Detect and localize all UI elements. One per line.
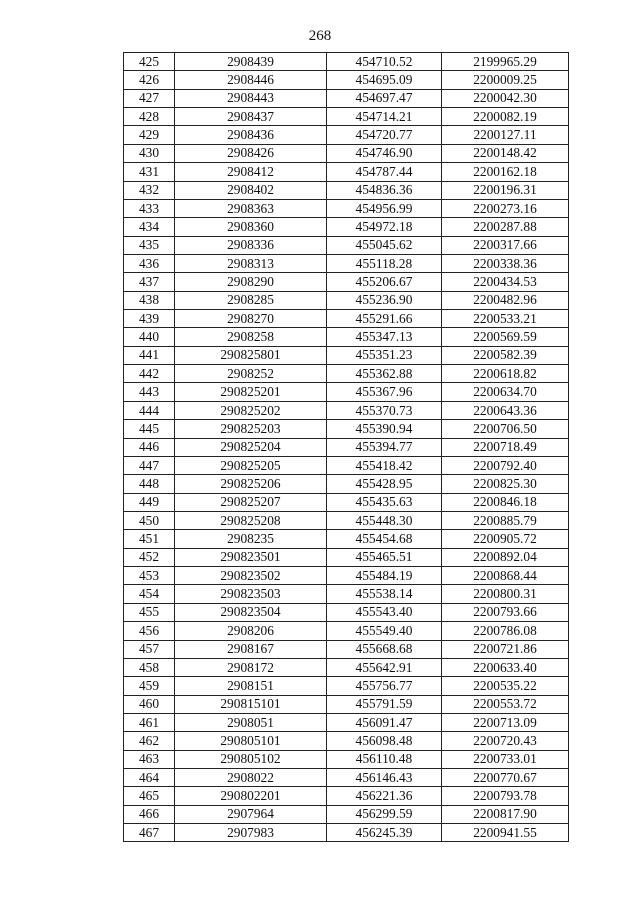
x-coordinate-cell: 455390.94 bbox=[327, 420, 442, 438]
table-row bbox=[124, 346, 569, 364]
point-id-cell: 2908206 bbox=[175, 622, 327, 640]
point-number-cell: 461 bbox=[124, 713, 175, 731]
y-coordinate-cell: 2200706.50 bbox=[442, 420, 569, 438]
x-coordinate-cell: 455045.62 bbox=[327, 236, 442, 254]
y-coordinate-cell: 2200042.30 bbox=[442, 89, 569, 107]
x-coordinate-cell: 455448.30 bbox=[327, 511, 442, 529]
table-row bbox=[124, 732, 569, 750]
x-coordinate-cell: 455538.14 bbox=[327, 585, 442, 603]
y-coordinate-cell: 2199965.29 bbox=[442, 53, 569, 71]
point-number-cell: 431 bbox=[124, 163, 175, 181]
point-number-cell: 432 bbox=[124, 181, 175, 199]
point-id-cell: 290823501 bbox=[175, 548, 327, 566]
point-id-cell: 2908439 bbox=[175, 53, 327, 71]
point-number-cell: 434 bbox=[124, 218, 175, 236]
y-coordinate-cell: 2200634.70 bbox=[442, 383, 569, 401]
y-coordinate-cell: 2200127.11 bbox=[442, 126, 569, 144]
x-coordinate-cell: 456098.48 bbox=[327, 732, 442, 750]
x-coordinate-cell: 454720.77 bbox=[327, 126, 442, 144]
x-coordinate-cell: 454695.09 bbox=[327, 71, 442, 89]
point-id-cell: 290805101 bbox=[175, 732, 327, 750]
point-number-cell: 464 bbox=[124, 769, 175, 787]
table-row bbox=[124, 163, 569, 181]
table-row bbox=[124, 291, 569, 309]
x-coordinate-cell: 454746.90 bbox=[327, 144, 442, 162]
point-number-cell: 457 bbox=[124, 640, 175, 658]
point-id-cell: 2908167 bbox=[175, 640, 327, 658]
table-row bbox=[124, 493, 569, 511]
table-row bbox=[124, 310, 569, 328]
table-row bbox=[124, 236, 569, 254]
y-coordinate-cell: 2200643.36 bbox=[442, 401, 569, 419]
y-coordinate-cell: 2200338.36 bbox=[442, 254, 569, 272]
point-id-cell: 2907964 bbox=[175, 805, 327, 823]
x-coordinate-cell: 454956.99 bbox=[327, 199, 442, 217]
point-id-cell: 2908285 bbox=[175, 291, 327, 309]
point-id-cell: 2908446 bbox=[175, 71, 327, 89]
point-id-cell: 2908022 bbox=[175, 769, 327, 787]
table-row bbox=[124, 824, 569, 842]
point-id-cell: 290825204 bbox=[175, 438, 327, 456]
table-row bbox=[124, 53, 569, 71]
table-row bbox=[124, 530, 569, 548]
x-coordinate-cell: 456110.48 bbox=[327, 750, 442, 768]
point-number-cell: 443 bbox=[124, 383, 175, 401]
table-body bbox=[124, 53, 569, 842]
table-row bbox=[124, 71, 569, 89]
point-number-cell: 429 bbox=[124, 126, 175, 144]
y-coordinate-cell: 2200633.40 bbox=[442, 658, 569, 676]
table-row bbox=[124, 585, 569, 603]
table-row bbox=[124, 695, 569, 713]
table-row bbox=[124, 769, 569, 787]
point-number-cell: 465 bbox=[124, 787, 175, 805]
y-coordinate-cell: 2200196.31 bbox=[442, 181, 569, 199]
table-row bbox=[124, 567, 569, 585]
point-number-cell: 442 bbox=[124, 365, 175, 383]
y-coordinate-cell: 2200941.55 bbox=[442, 824, 569, 842]
table-row bbox=[124, 456, 569, 474]
y-coordinate-cell: 2200868.44 bbox=[442, 567, 569, 585]
y-coordinate-cell: 2200148.42 bbox=[442, 144, 569, 162]
x-coordinate-cell: 456245.39 bbox=[327, 824, 442, 842]
point-id-cell: 290825206 bbox=[175, 475, 327, 493]
point-id-cell: 290825801 bbox=[175, 346, 327, 364]
point-number-cell: 459 bbox=[124, 677, 175, 695]
table-row bbox=[124, 622, 569, 640]
point-id-cell: 2908270 bbox=[175, 310, 327, 328]
point-id-cell: 290825201 bbox=[175, 383, 327, 401]
y-coordinate-cell: 2200786.08 bbox=[442, 622, 569, 640]
point-number-cell: 428 bbox=[124, 108, 175, 126]
y-coordinate-cell: 2200553.72 bbox=[442, 695, 569, 713]
table-row bbox=[124, 401, 569, 419]
table-row bbox=[124, 603, 569, 621]
y-coordinate-cell: 2200770.67 bbox=[442, 769, 569, 787]
x-coordinate-cell: 455454.68 bbox=[327, 530, 442, 548]
table-row bbox=[124, 420, 569, 438]
point-id-cell: 2908258 bbox=[175, 328, 327, 346]
point-number-cell: 467 bbox=[124, 824, 175, 842]
y-coordinate-cell: 2200162.18 bbox=[442, 163, 569, 181]
y-coordinate-cell: 2200793.78 bbox=[442, 787, 569, 805]
y-coordinate-cell: 2200582.39 bbox=[442, 346, 569, 364]
x-coordinate-cell: 455367.96 bbox=[327, 383, 442, 401]
x-coordinate-cell: 454972.18 bbox=[327, 218, 442, 236]
point-id-cell: 2908360 bbox=[175, 218, 327, 236]
point-number-cell: 466 bbox=[124, 805, 175, 823]
table-row bbox=[124, 144, 569, 162]
point-id-cell: 2908426 bbox=[175, 144, 327, 162]
x-coordinate-cell: 455206.67 bbox=[327, 273, 442, 291]
point-number-cell: 430 bbox=[124, 144, 175, 162]
y-coordinate-cell: 2200825.30 bbox=[442, 475, 569, 493]
y-coordinate-cell: 2200569.59 bbox=[442, 328, 569, 346]
table-row bbox=[124, 108, 569, 126]
point-number-cell: 448 bbox=[124, 475, 175, 493]
x-coordinate-cell: 455236.90 bbox=[327, 291, 442, 309]
table-row bbox=[124, 254, 569, 272]
table-row bbox=[124, 383, 569, 401]
y-coordinate-cell: 2200535.22 bbox=[442, 677, 569, 695]
point-number-cell: 425 bbox=[124, 53, 175, 71]
y-coordinate-cell: 2200846.18 bbox=[442, 493, 569, 511]
point-number-cell: 436 bbox=[124, 254, 175, 272]
point-number-cell: 449 bbox=[124, 493, 175, 511]
table-row bbox=[124, 475, 569, 493]
y-coordinate-cell: 2200287.88 bbox=[442, 218, 569, 236]
point-number-cell: 441 bbox=[124, 346, 175, 364]
x-coordinate-cell: 455118.28 bbox=[327, 254, 442, 272]
point-id-cell: 290805102 bbox=[175, 750, 327, 768]
y-coordinate-cell: 2200533.21 bbox=[442, 310, 569, 328]
table-row bbox=[124, 677, 569, 695]
point-number-cell: 458 bbox=[124, 658, 175, 676]
x-coordinate-cell: 455549.40 bbox=[327, 622, 442, 640]
point-id-cell: 2908252 bbox=[175, 365, 327, 383]
point-id-cell: 2908336 bbox=[175, 236, 327, 254]
y-coordinate-cell: 2200905.72 bbox=[442, 530, 569, 548]
x-coordinate-cell: 454836.36 bbox=[327, 181, 442, 199]
y-coordinate-cell: 2200718.49 bbox=[442, 438, 569, 456]
x-coordinate-cell: 455642.91 bbox=[327, 658, 442, 676]
point-id-cell: 290823504 bbox=[175, 603, 327, 621]
point-id-cell: 2908313 bbox=[175, 254, 327, 272]
point-number-cell: 460 bbox=[124, 695, 175, 713]
x-coordinate-cell: 455347.13 bbox=[327, 328, 442, 346]
y-coordinate-cell: 2200482.96 bbox=[442, 291, 569, 309]
point-number-cell: 433 bbox=[124, 199, 175, 217]
point-id-cell: 290825205 bbox=[175, 456, 327, 474]
x-coordinate-cell: 455465.51 bbox=[327, 548, 442, 566]
x-coordinate-cell: 455668.68 bbox=[327, 640, 442, 658]
x-coordinate-cell: 455543.40 bbox=[327, 603, 442, 621]
point-id-cell: 290825208 bbox=[175, 511, 327, 529]
table-row bbox=[124, 328, 569, 346]
point-number-cell: 462 bbox=[124, 732, 175, 750]
point-number-cell: 444 bbox=[124, 401, 175, 419]
y-coordinate-cell: 2200713.09 bbox=[442, 713, 569, 731]
x-coordinate-cell: 455370.73 bbox=[327, 401, 442, 419]
point-number-cell: 463 bbox=[124, 750, 175, 768]
x-coordinate-cell: 455484.19 bbox=[327, 567, 442, 585]
y-coordinate-cell: 2200721.86 bbox=[442, 640, 569, 658]
point-id-cell: 290815101 bbox=[175, 695, 327, 713]
point-number-cell: 451 bbox=[124, 530, 175, 548]
x-coordinate-cell: 454787.44 bbox=[327, 163, 442, 181]
table-row bbox=[124, 89, 569, 107]
page-number: 268 bbox=[308, 28, 332, 44]
y-coordinate-cell: 2200618.82 bbox=[442, 365, 569, 383]
y-coordinate-cell: 2200800.31 bbox=[442, 585, 569, 603]
y-coordinate-cell: 2200817.90 bbox=[442, 805, 569, 823]
point-number-cell: 426 bbox=[124, 71, 175, 89]
point-number-cell: 450 bbox=[124, 511, 175, 529]
point-number-cell: 453 bbox=[124, 567, 175, 585]
y-coordinate-cell: 2200273.16 bbox=[442, 199, 569, 217]
x-coordinate-cell: 455791.59 bbox=[327, 695, 442, 713]
point-number-cell: 440 bbox=[124, 328, 175, 346]
point-number-cell: 447 bbox=[124, 456, 175, 474]
point-id-cell: 290823502 bbox=[175, 567, 327, 585]
y-coordinate-cell: 2200733.01 bbox=[442, 750, 569, 768]
x-coordinate-cell: 456299.59 bbox=[327, 805, 442, 823]
point-id-cell: 290802201 bbox=[175, 787, 327, 805]
table-row bbox=[124, 805, 569, 823]
point-id-cell: 2907983 bbox=[175, 824, 327, 842]
x-coordinate-cell: 455756.77 bbox=[327, 677, 442, 695]
point-id-cell: 2908290 bbox=[175, 273, 327, 291]
y-coordinate-cell: 2200885.79 bbox=[442, 511, 569, 529]
point-number-cell: 427 bbox=[124, 89, 175, 107]
table-row bbox=[124, 365, 569, 383]
point-id-cell: 2908402 bbox=[175, 181, 327, 199]
point-id-cell: 2908172 bbox=[175, 658, 327, 676]
table-row bbox=[124, 750, 569, 768]
table-row bbox=[124, 218, 569, 236]
point-id-cell: 2908051 bbox=[175, 713, 327, 731]
x-coordinate-cell: 454710.52 bbox=[327, 53, 442, 71]
point-id-cell: 2908436 bbox=[175, 126, 327, 144]
table-row bbox=[124, 548, 569, 566]
point-id-cell: 290825207 bbox=[175, 493, 327, 511]
point-number-cell: 438 bbox=[124, 291, 175, 309]
table-row bbox=[124, 126, 569, 144]
point-number-cell: 454 bbox=[124, 585, 175, 603]
x-coordinate-cell: 456091.47 bbox=[327, 713, 442, 731]
point-number-cell: 435 bbox=[124, 236, 175, 254]
table-row bbox=[124, 658, 569, 676]
point-number-cell: 445 bbox=[124, 420, 175, 438]
y-coordinate-cell: 2200792.40 bbox=[442, 456, 569, 474]
table-row bbox=[124, 787, 569, 805]
y-coordinate-cell: 2200892.04 bbox=[442, 548, 569, 566]
point-id-cell: 2908151 bbox=[175, 677, 327, 695]
point-number-cell: 446 bbox=[124, 438, 175, 456]
point-id-cell: 2908443 bbox=[175, 89, 327, 107]
table-row bbox=[124, 273, 569, 291]
x-coordinate-cell: 455418.42 bbox=[327, 456, 442, 474]
x-coordinate-cell: 456221.36 bbox=[327, 787, 442, 805]
point-id-cell: 290825203 bbox=[175, 420, 327, 438]
point-id-cell: 2908412 bbox=[175, 163, 327, 181]
point-id-cell: 2908437 bbox=[175, 108, 327, 126]
table-row bbox=[124, 713, 569, 731]
y-coordinate-cell: 2200720.43 bbox=[442, 732, 569, 750]
x-coordinate-cell: 455394.77 bbox=[327, 438, 442, 456]
table-row bbox=[124, 438, 569, 456]
x-coordinate-cell: 455351.23 bbox=[327, 346, 442, 364]
point-id-cell: 2908235 bbox=[175, 530, 327, 548]
x-coordinate-cell: 455435.63 bbox=[327, 493, 442, 511]
y-coordinate-cell: 2200082.19 bbox=[442, 108, 569, 126]
table-row bbox=[124, 199, 569, 217]
x-coordinate-cell: 455291.66 bbox=[327, 310, 442, 328]
table-row bbox=[124, 181, 569, 199]
table-row bbox=[124, 511, 569, 529]
point-id-cell: 2908363 bbox=[175, 199, 327, 217]
x-coordinate-cell: 454697.47 bbox=[327, 89, 442, 107]
table-row bbox=[124, 640, 569, 658]
point-number-cell: 437 bbox=[124, 273, 175, 291]
x-coordinate-cell: 455428.95 bbox=[327, 475, 442, 493]
x-coordinate-cell: 456146.43 bbox=[327, 769, 442, 787]
point-id-cell: 290825202 bbox=[175, 401, 327, 419]
point-number-cell: 455 bbox=[124, 603, 175, 621]
point-number-cell: 456 bbox=[124, 622, 175, 640]
x-coordinate-cell: 455362.88 bbox=[327, 365, 442, 383]
coordinates-table bbox=[123, 52, 569, 842]
y-coordinate-cell: 2200793.66 bbox=[442, 603, 569, 621]
point-number-cell: 452 bbox=[124, 548, 175, 566]
point-number-cell: 439 bbox=[124, 310, 175, 328]
y-coordinate-cell: 2200434.53 bbox=[442, 273, 569, 291]
x-coordinate-cell: 454714.21 bbox=[327, 108, 442, 126]
y-coordinate-cell: 2200009.25 bbox=[442, 71, 569, 89]
point-id-cell: 290823503 bbox=[175, 585, 327, 603]
y-coordinate-cell: 2200317.66 bbox=[442, 236, 569, 254]
